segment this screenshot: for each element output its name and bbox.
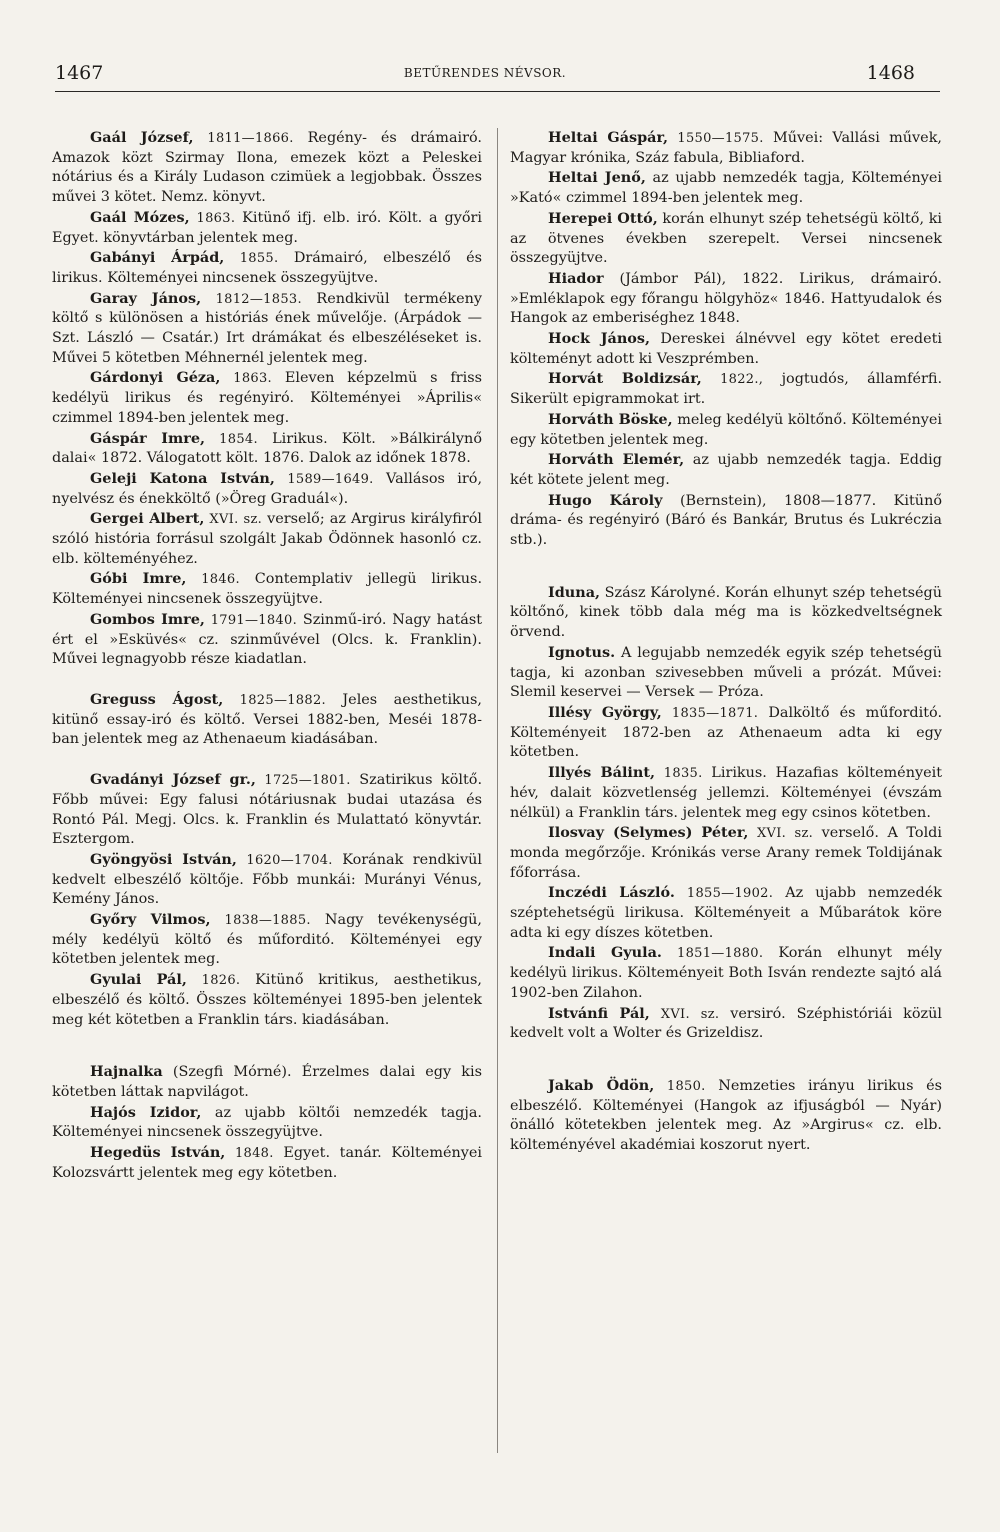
entry-headword: Gabányi Árpád, [90, 249, 225, 267]
biography-entry [510, 703, 942, 763]
entry-text: Korán elhunyt mély kedélyü lirikus. Költeményeit Both Isván rendezte sajtó alá 1902-ben Zilahon. [510, 945, 942, 1001]
entry-date: 1838—1885. [224, 913, 311, 929]
entry-date: 1855—1902. [686, 886, 774, 902]
entry-text: korán elhunyt szép tehetségü költő, ki az ötvenes években szerepelt. Versei nincsenek összegyüjtve. [510, 210, 943, 267]
entry-headword: Herepei Ottó, [548, 209, 658, 227]
entry-headword: Garay János, [90, 289, 202, 307]
entry-date: 1811—1866. [207, 131, 294, 146]
running-head: BETŰRENDES NÉVSOR. [403, 66, 567, 80]
entry-headword: Góbi Imre, [90, 570, 187, 588]
biography-entry [510, 329, 942, 369]
biography-entry [510, 450, 942, 490]
biography-entry [52, 128, 482, 208]
biography-entry [52, 429, 482, 469]
entry-text: (Jámbor Pál), 1822. Lirikus, drámairó. »Emléklapok egy főrangu hölgyhöz« 1846. Hattyudalok és Hangok az emberiséghez 1848. [510, 270, 942, 327]
entry-date: XVI. sz. [209, 512, 263, 528]
entry-headword: Hegedüs István, [90, 1144, 226, 1162]
entry-headword: Illésy György, [548, 703, 662, 721]
biography-entry [510, 583, 942, 643]
biography-entry [52, 469, 482, 509]
biography-entry [510, 763, 942, 823]
left-column [52, 128, 482, 1183]
page-number-left: 1467 [55, 62, 104, 84]
entry-text: Contemplativ jellegü lirikus. Költeményei nincsenek összegyüjtve. [52, 571, 483, 608]
biography-entry [510, 943, 942, 1003]
column-divider [497, 128, 498, 1453]
entry-date: 1550—1575. [677, 131, 764, 146]
biography-entry [510, 168, 942, 208]
entry-date: 1822., [720, 372, 764, 388]
biography-entry [52, 1103, 482, 1143]
biography-entry [52, 970, 482, 1030]
entry-text: A legujabb nemzedék egyik szép tehetségü tagja, ki azonban szivesebben műveli a prózát. Művei: Slemil keservei — Versek — Próza. [510, 644, 943, 701]
entry-text: Korának rendkivül kedvelt elbeszélő költője. Főbb munkái: Murányi Vénus, Kemény János. [52, 851, 482, 908]
entry-text: Szatirikus költő. Főbb művei: Egy falusi nótáriusnak budai utazása és Rontó Pál. Megj. Olcs. k. Franklin és Mulattató könyvtár. Esztergom. [52, 772, 483, 848]
entry-headword: Gaál Mózes, [90, 208, 190, 226]
entry-date: 1863. [196, 210, 236, 226]
entry-date: 1791—1840. [210, 612, 298, 628]
biography-entry [52, 289, 482, 369]
entry-headword: Hajnalka [90, 1063, 163, 1081]
entry-text: verselő. A Toldi monda megőrzője. Krónikás verse Arany remek Toldijának főforrása. [510, 825, 942, 881]
entry-headword: Hiador [548, 269, 604, 287]
entry-headword: Geleji Katona István, [90, 469, 275, 487]
biography-entry [52, 770, 482, 850]
entry-headword: Indali Gyula. [548, 944, 662, 962]
biography-entry [510, 491, 942, 551]
entry-headword: Heltai Gáspár, [548, 129, 669, 146]
entry-date: 1812—1853. [215, 291, 302, 307]
entry-headword: Illyés Bálint, [548, 764, 656, 782]
entry-headword: Jakab Ödön, [548, 1076, 655, 1094]
right-column [510, 128, 942, 1156]
biography-entry [510, 209, 942, 269]
header-rule [55, 91, 940, 92]
biography-entry [510, 410, 942, 450]
biography-entry [52, 610, 482, 670]
entry-headword: Gergei Albert, [90, 510, 205, 528]
entry-headword: Ignotus. [548, 643, 616, 661]
entry-text: Rendkivül termékeny költő s különösen a históriás ének művelője. (Árpádok — Szt. László — Csatár.) Irt drámákat és elbeszéléseket is. Művei 5 kötetben Méhnernél jelentek meg. [52, 290, 482, 366]
entry-headword: Hock János, [548, 330, 650, 348]
biography-entry [510, 269, 942, 329]
entry-headword: Iduna, [548, 583, 601, 601]
entry-text: Regény- és drámairó. Amazok közt Szirmay Ilona, emezek közt a Peleskei nótárius és a Király Ludason czimüek a legjobbak. Összes művei 3 kötet. Nemz. könyvt. [52, 130, 482, 206]
entry-date: 1825—1882. [239, 692, 326, 708]
biography-entry [510, 1004, 942, 1044]
biography-entry [510, 883, 942, 943]
entry-date: 1835. [663, 766, 703, 782]
entry-date: 1620—1704. [246, 852, 333, 868]
biography-entry [510, 369, 942, 409]
entry-text: (Szegfi Mórné). Érzelmes dalai egy kis kötetben láttak napvilágot. [52, 1064, 482, 1100]
entry-headword: Istvánfi Pál, [548, 1004, 650, 1022]
entry-text: versiró. Széphistóriái közül kedvelt volt a Wolter és Grizeldisz. [510, 1005, 943, 1042]
entry-text: (Bernstein), 1808—1877. Kitünő dráma- és regényiró (Báró és Bankár, Brutus és Lukréczia stb.). [510, 492, 943, 549]
entry-text: az ujabb nemzedék tagja, Költeményei »Kató« czimmel 1894-ben jelentek meg. [510, 170, 942, 207]
entry-text: Jeles aesthetikus, kitünő essay-iró és költő. Versei 1882-ben, Meséi 1878-ban jelentek meg az Athenaeum kiadásában. [52, 691, 483, 748]
entry-text: az ujabb nemzedék tagja. Eddig két kötete jelent meg. [510, 452, 942, 488]
entry-date: 1835—1871. [671, 705, 759, 721]
entry-headword: Horváth Böske, [548, 410, 673, 428]
biography-entry [52, 1062, 482, 1102]
entry-headword: Gyulai Pál, [90, 971, 187, 989]
entry-date: 1851—1880. [677, 946, 764, 962]
biography-entry [52, 208, 482, 248]
entry-date: 1854. [219, 431, 258, 447]
biography-entry [510, 1076, 942, 1156]
entry-text: Dereskei álnévvel egy kötet eredeti költeményt adott ki Veszprémben. [510, 331, 942, 367]
biography-entry [510, 643, 942, 703]
biography-entry [510, 128, 942, 168]
entry-headword: Hugo Károly [548, 491, 663, 509]
entry-text: Vallásos iró, nyelvész és énekköltő (»Öreg Graduál«). [52, 470, 483, 507]
entry-headword: Gárdonyi Géza, [90, 369, 221, 387]
entry-date: 1850. [666, 1078, 706, 1094]
entry-text: Lirikus. Hazafias költeményeit hév, dalait közvetlenség jellemzi. Költeményei (évszám nélkül) a Franklin társ. jelentek meg egy csinos kötetben. [510, 765, 942, 821]
entry-text: Nemzeties irányu lirikus és elbeszélő. Költeményei (Hangok az ifjuságból — Nyár) önálló kötetekben jelentek meg. Az »Argirus« cz. elb. költeményével akadémiai koszorut nyert. [510, 1077, 942, 1154]
entry-text: jogtudós, államférfi. Sikerült epigrammokat irt. [510, 371, 943, 408]
entry-headword: Gvadányi József gr., [90, 771, 256, 789]
entry-text: Nagy tevékenységü, mély kedélyü költő és műforditó. Költeményei egy kötetben jelentek meg. [52, 912, 483, 968]
entry-text: Szász Károlyné. Korán elhunyt szép tehetségü költőnő, kinek több dala még ma is közkedveltségnek örvend. [510, 584, 942, 641]
entry-date: 1863. [233, 371, 272, 387]
page-header [55, 62, 915, 86]
biography-entry [52, 569, 482, 609]
entry-text: Szinmű-iró. Nagy hatást ért el »Esküvés« cz. szinművével (Olcs. k. Franklin). Művei legnagyobb része kiadatlan. [52, 611, 482, 668]
entry-headword: Gaál József, [90, 129, 194, 146]
entry-date: 1846. [201, 572, 240, 588]
entry-date: 1855. [239, 251, 279, 267]
biography-entry [52, 1143, 482, 1183]
entry-date: 1826. [201, 973, 241, 989]
entry-text: Kitünő ifj. elb. iró. Költ. a győri Egyet. könyvtárban jelentek meg. [52, 209, 482, 246]
biography-entry [510, 823, 942, 883]
entry-headword: Horvát Boldizsár, [548, 370, 702, 388]
biography-entry [52, 248, 482, 288]
entry-date: XVI. sz. [660, 1006, 720, 1022]
entry-headword: Gáspár Imre, [90, 429, 205, 447]
biography-entry [52, 910, 482, 970]
biography-entry [52, 509, 482, 569]
entry-text: Egyet. tanár. Költeményei Kolozsvártt jelentek meg egy kötetben. [52, 1145, 482, 1181]
page-number-right: 1468 [866, 62, 915, 84]
entry-date: 1589—1649. [287, 471, 374, 487]
entry-text: Kitünő kritikus, aesthetikus, elbeszélő és költő. Összes költeményei 1895-ben jelentek meg két kötetben a Franklin társ. kiadásában. [52, 972, 482, 1028]
entry-text: Lirikus. Költ. »Bálkirálynő dalai« 1872. Válogatott költ. 1876. Dalok az időnek 1878. [52, 430, 482, 467]
entry-text: Művei: Vallási művek, Magyar krónika, Száz fabula, Bibliaford. [510, 130, 942, 166]
biography-entry [52, 368, 482, 428]
entry-headword: Győry Vilmos, [90, 911, 211, 929]
entry-headword: Gombos Imre, [90, 610, 205, 628]
biography-entry [52, 690, 482, 750]
entry-text: Drámairó, elbeszélő és lirikus. Költeményei nincsenek összegyüjtve. [52, 250, 483, 286]
entry-text: meleg kedélyü költőnő. Költeményei egy kötetben jelentek meg. [510, 411, 942, 448]
entry-text: az ujabb költői nemzedék tagja. Költeményei nincsenek összegyüjtve. [52, 1104, 482, 1141]
entry-headword: Ilosvay (Selymes) Péter, [548, 824, 749, 842]
entry-date: 1725—1801. [264, 773, 351, 789]
entry-headword: Greguss Ágost, [90, 690, 224, 708]
entry-headword: Horváth Elemér, [548, 451, 685, 469]
entry-headword: Hajós Izidor, [90, 1103, 202, 1121]
entry-text: verselő; az Argirus királyfiról szóló história forrásul szolgált Jakab Ödönnek hasonló cz. elb. költeményéhez. [52, 511, 482, 567]
entry-text: Az ujabb nemzedék széptehetségü lirikusa. Költeményeit a Műbarátok köre adta ki egy díszes kötetben. [510, 885, 942, 941]
entry-headword: Heltai Jenő, [548, 169, 646, 187]
entry-headword: Gyöngyösi István, [90, 850, 237, 868]
biography-entry [52, 850, 482, 910]
entry-text: Dalköltő és műforditó. Költeményeit 1872-ben az Athenaeum adta ki egy kötetben. [510, 704, 943, 761]
entry-date: XVI. sz. [756, 826, 814, 842]
entry-date: 1848. [234, 1146, 274, 1162]
entry-text: Eleven képzelmü s friss kedélyü lirikus és regényiró. Költeményei »Április« czimmel 1894-ben jelentek meg. [52, 370, 482, 426]
entry-headword: Inczédi László. [548, 884, 675, 902]
